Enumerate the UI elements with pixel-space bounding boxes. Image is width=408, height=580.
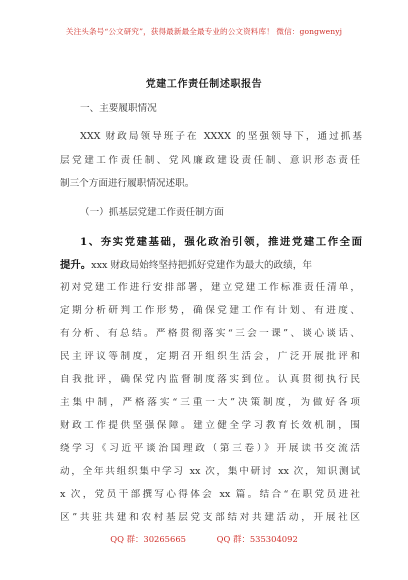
intro-line: 层党建工作责任制、党风廉政建设责任制、意识形态责任: [60, 155, 360, 166]
document-title: 党建工作责任制述职报告: [145, 79, 263, 90]
intro-line: 制三个方面进行履职情况述职。: [60, 178, 195, 189]
body-line: 区”共驻共建和农村基层党支部结对共建活动，开展社区: [60, 512, 360, 523]
body-line: x 次，党员干部撰写心得体会 xx 篇。结合“在职党员进社: [60, 489, 360, 500]
body-line: 有分析、有总结。严格贯彻落实“三会一课”、谈心谈话、: [60, 328, 360, 339]
body-line: 定期分析研判工作形势，确保党建工作有计划、有进度、: [60, 305, 360, 316]
body-line: 主集中制，严格落实“三重一大”决策制度，为做好各项: [60, 397, 360, 408]
subsection-heading: （一）抓基层党建工作责任制方面: [80, 207, 224, 218]
bold-heading-line: 提升。: [60, 259, 92, 271]
body-line: 初对党建工作进行安排部署，建立党建工作标准责任清单，: [60, 282, 360, 293]
body-line: 民主评议等制度，定期召开组织生活会，广泛开展批评和: [60, 351, 360, 362]
body-text: xxx 财政局始终坚持把抓好党建作为最大的政绩，年: [91, 260, 312, 271]
body-line: 自我批评，确保党内监督制度落实到位。认真贯彻执行民: [60, 374, 360, 385]
body-line: 动，全年共组织集中学习 xx 次，集中研讨 xx 次，知识测试: [60, 466, 360, 477]
footer-qq-group-2: QQ 群：535304092: [216, 534, 298, 544]
header-note: 关注头条号“公文研究”，获得最新最全最专业的公文资料库！ 微信：gongwenyj: [65, 27, 343, 36]
footer-qq-group-1: QQ 群：30265665: [110, 534, 186, 544]
footer-contacts: [0, 533, 408, 545]
intro-line: XXX 财政局领导班子在 XXXX 的坚强领导下，通过抓基: [80, 131, 362, 142]
bold-heading-line: 1、夯实党建基础，强化政治引领，推进党建工作全面: [80, 236, 362, 248]
section-heading: 一、主要履职情况: [80, 103, 157, 114]
body-line: 绕学习《习近平谈治国理政（第三卷）》开展读书交流活: [60, 443, 360, 454]
body-line-first: [60, 259, 360, 272]
body-line: 财政工作提供坚强保障。建立健全学习教育长效机制，围: [60, 420, 360, 431]
